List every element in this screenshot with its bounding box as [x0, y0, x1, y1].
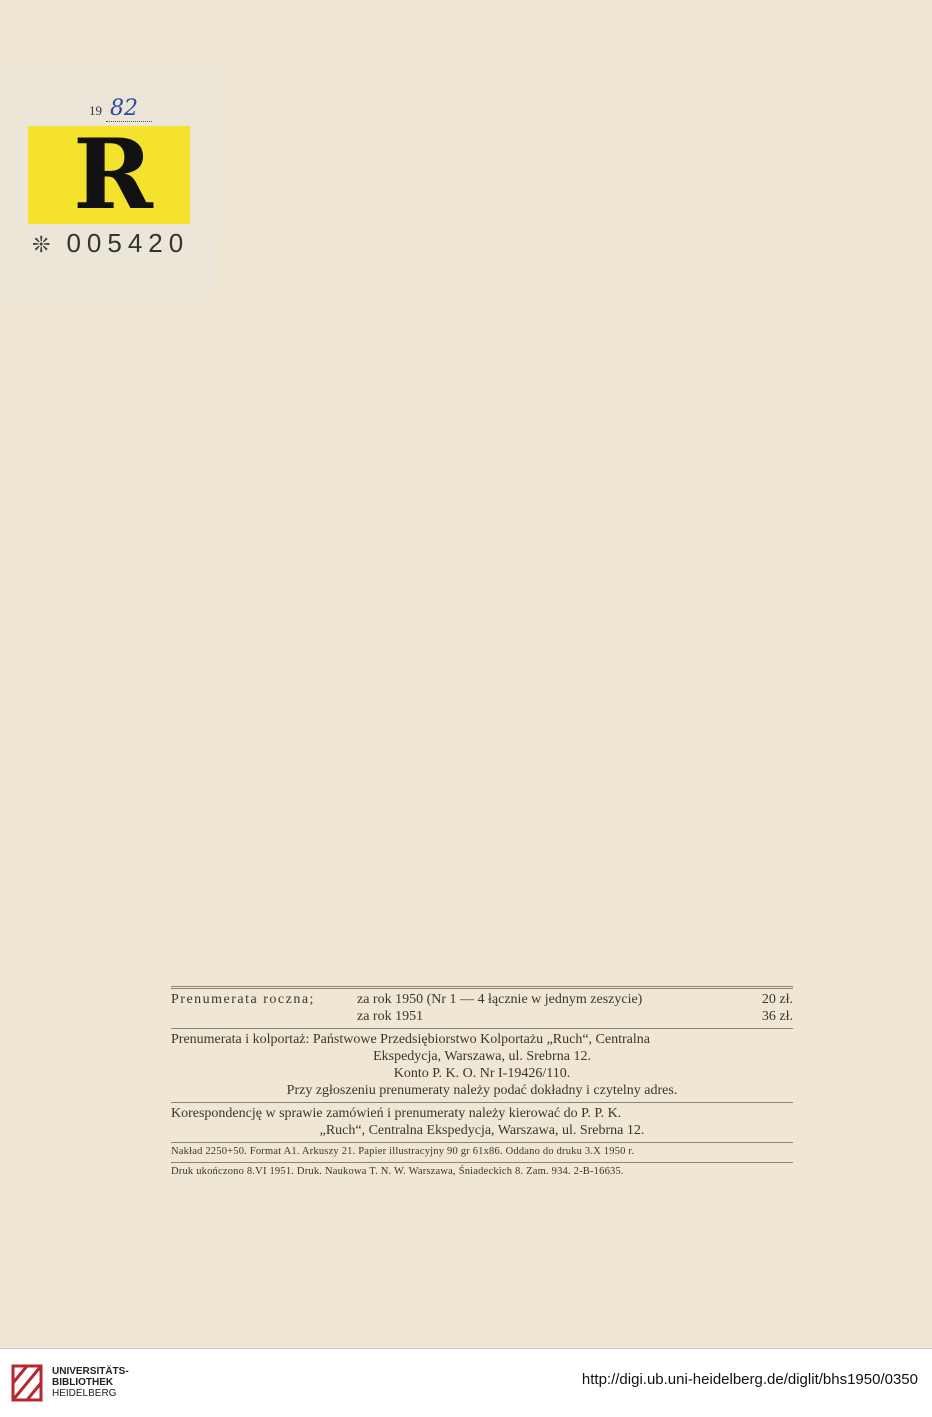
viewer-footer [0, 1348, 932, 1417]
print-info-line: Nakład 2250+50. Format A1. Arkuszy 21. Papier illustracyjny 90 gr 61x86. Oddano do druku 3.X 1950 r. [171, 1146, 635, 1157]
print-info-line: Druk ukończono 8.VI 1951. Druk. Naukowa T. N. W. Warszawa, Śniadeckich 8. Zam. 934. 2-B-16635. [171, 1166, 624, 1177]
distribution-line: Konto P. K. O. Nr I-19426/110. [393, 1066, 571, 1081]
sticker-year-prefix: 19 [89, 103, 102, 118]
subscription-year2-price: 36 zł. [761, 1009, 793, 1024]
distribution-line: Ekspedycja, Warszawa, ul. Srebrna 12. [373, 1049, 591, 1064]
university-library-logo-icon [10, 1363, 44, 1403]
page-url-link[interactable]: http://digi.ub.uni-heidelberg.de/diglit/bhs1950/0350 [581, 1371, 918, 1388]
sticker-year-handwritten: 82 [106, 96, 152, 122]
correspondence-block [171, 1103, 793, 1142]
subscription-block [171, 989, 793, 1028]
serial-number: 005420 [66, 228, 190, 258]
correspondence-line: „Ruch“, Centralna Ekspedycja, Warszawa, ul. Srebrna 12. [319, 1123, 645, 1138]
library-name-line: HEIDELBERG [52, 1388, 117, 1399]
star-icon: ❊ [32, 232, 51, 257]
library-name [52, 1366, 129, 1399]
correspondence-line: Korespondencję w sprawie zamówień i prenumeraty należy kierować do P. P. K. [171, 1106, 622, 1121]
subscription-year1: za rok 1950 (Nr 1 — 4 łącznie w jednym zeszycie) [357, 992, 643, 1007]
library-name-line: BIBLIOTHEK [52, 1377, 114, 1388]
subscription-year2: za rok 1951 [357, 1009, 424, 1024]
sticker-serial [32, 228, 189, 259]
library-name-line: UNIVERSITÄTS- [52, 1366, 129, 1377]
subscription-year1-price: 20 zł. [761, 992, 793, 1007]
subscription-label: Prenumerata roczna; [171, 992, 315, 1007]
distribution-block [171, 1029, 793, 1102]
colophon [171, 986, 793, 1182]
distribution-line: Prenumerata i kolportaż: Państwowe Przedsiębiorstwo Kolportażu „Ruch“, Centralna [171, 1032, 650, 1047]
ruch-logo-icon: R [73, 118, 153, 231]
distribution-line: Przy zgłoszeniu prenumeraty należy podać dokładny i czytelny adres. [286, 1083, 678, 1098]
